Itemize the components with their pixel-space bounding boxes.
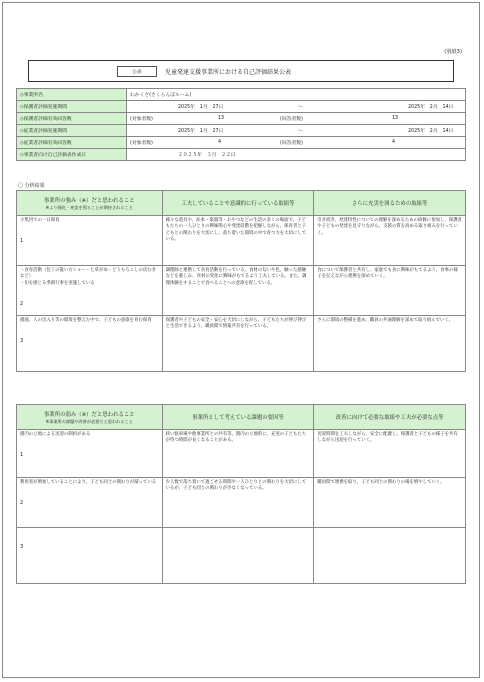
info-row-staff-count bbox=[17, 137, 466, 149]
table-row: 小集団での一日保育 1 様々な遊具や、絵本・楽器等・おやつなどの生活の多くの場面で、子どもたちの一人ひとりの興味関心や発達段階を把握しながら、保育者と子どもとの関わりを大切にし、落ち着いた環境の中で育つ力を大切にしている。 引き続き、発達特性についての理解を深めるための研修に参加し、保護者や子どもの発達を見守りながら、支援の質を高める取り組みを行っていく。 bbox=[17, 216, 466, 266]
guardian-period-end: 2025年 2月 14日 bbox=[408, 105, 454, 110]
info-row-staff-period bbox=[17, 125, 466, 137]
info-row-report-date bbox=[17, 149, 466, 161]
guardian-period-label: ◇保護者評価実施期間 bbox=[17, 101, 127, 113]
staff-period-end: 2025年 2月 14日 bbox=[408, 129, 454, 134]
staff-period-tilde: 〜 bbox=[298, 129, 303, 134]
strengths-header bbox=[17, 191, 466, 216]
weaknesses-header-2: 事業所として考えている課題の要因等 bbox=[162, 405, 314, 430]
facility-label: ◇事業所名 bbox=[17, 89, 127, 101]
strengths-header-1: 事業所の強み（※）だと思われること ※より強化・充実を図ることが期待されること bbox=[17, 191, 163, 216]
table-row: 利用者が増加していることにより、子ども同士の関わりが減っている 2 少人数で落ち着いて過ごせる時間や一人ひとりとの関わりを大切にしているが、子ども同士の関わりが少なくなっている。 職員間で連携を取り、子ども同士の関わりの場を増やしていく。 bbox=[17, 478, 466, 528]
weaknesses-header-1: 事業所の弱み（※）だと思われること ※事業所の課題や改善が必要だと思われること bbox=[17, 405, 163, 430]
guardian-period-tilde: 〜 bbox=[298, 105, 303, 110]
public-badge: 公表 bbox=[117, 66, 157, 77]
table-row: 3 bbox=[17, 528, 466, 584]
weaknesses-table bbox=[16, 404, 466, 584]
facility-name: わかくさ(さくらんぼルーム) bbox=[127, 89, 466, 101]
analysis-title: 〇 分析結果 bbox=[18, 183, 45, 189]
strengths-header-2: 工夫していることや意識的に行っている取組等 bbox=[162, 191, 314, 216]
info-row-guardian-count bbox=[17, 113, 466, 125]
weaknesses-header-3: 改善に向けて必要な取組や工夫が必要な点等 bbox=[314, 405, 466, 430]
strengths-table bbox=[16, 190, 466, 372]
strengths-header-3: さらに充実を図るための取組等 bbox=[314, 191, 466, 216]
staff-count-label: ◇従業者評価有効回答数 bbox=[17, 137, 127, 149]
report-date: ２０２５年 ３月 ２２日 bbox=[178, 153, 236, 158]
staff-answer-count: 4 bbox=[392, 140, 396, 145]
guardian-answer-label: (回答者数) bbox=[280, 117, 303, 122]
info-row-guardian-period bbox=[17, 101, 466, 113]
staff-period-start: 2025年 1月 27日 bbox=[178, 129, 224, 134]
staff-period-label: ◇従業者評価実施期間 bbox=[17, 125, 127, 137]
facility-info-table bbox=[16, 88, 466, 161]
report-date-label: ◇事業者向け自己評価表作成日 bbox=[17, 149, 127, 161]
title-bar bbox=[28, 60, 454, 82]
table-row: ・食育活動（包丁の扱い方ショー・七草がゆ・どうもろこしの皮むきなど） ・旬を感じる季節行事を実施している 2 調理師と連携して食育活動を行っている。食材の匂いや色、触った感触などを楽しみ、食材の変化に興味がもてるよう工夫している。また、調理体験をすることで食べることへの意欲を促している。 食について保護者と共有し、家庭でも食に興味がもてるよう、食事の様子を伝えながら連携を深めていく。 bbox=[17, 266, 466, 316]
staff-target-count: 4 bbox=[218, 140, 222, 145]
staff-answer-label: (回答者数) bbox=[280, 141, 303, 146]
guardian-count-label: ◇保護者評価有効回答数 bbox=[17, 113, 127, 125]
table-row: 園内の立地による送迎の制約がある 1 狭い駐車場や他事業所との共有等、園内の立地的に、充実の子どもたちが待つ時間が長くなることがある。 送迎時間を工夫しながら、安全に配慮し、保護者と子どもの様子を共有しながら送迎を行っていく。 bbox=[17, 430, 466, 478]
staff-target-label: (対象者数) bbox=[130, 141, 153, 146]
guardian-period-start: 2025年 1月 27日 bbox=[178, 105, 224, 110]
guardian-target-count: 13 bbox=[218, 116, 225, 121]
weaknesses-header bbox=[17, 405, 466, 430]
document-title: 児童発達支援事業所における自己評価結果公表 bbox=[165, 68, 292, 76]
table-row: 園庭、人の出入り等の環境を整えた中で、子どもの意欲を育む保育 3 保護者や子どもの安全・安心を大切にしながら、子どもたちが伸び伸びと生活できるよう、職員間で情報共有を行っている。 さらに環境の整備を進め、職員の共通理解を深めて取り組んでいく。 bbox=[17, 316, 466, 372]
guardian-answer-count: 13 bbox=[392, 116, 399, 121]
guardian-target-label: (対象者数) bbox=[130, 117, 153, 122]
annex-label: (別紙3) bbox=[444, 49, 462, 55]
info-row-facility bbox=[17, 89, 466, 101]
